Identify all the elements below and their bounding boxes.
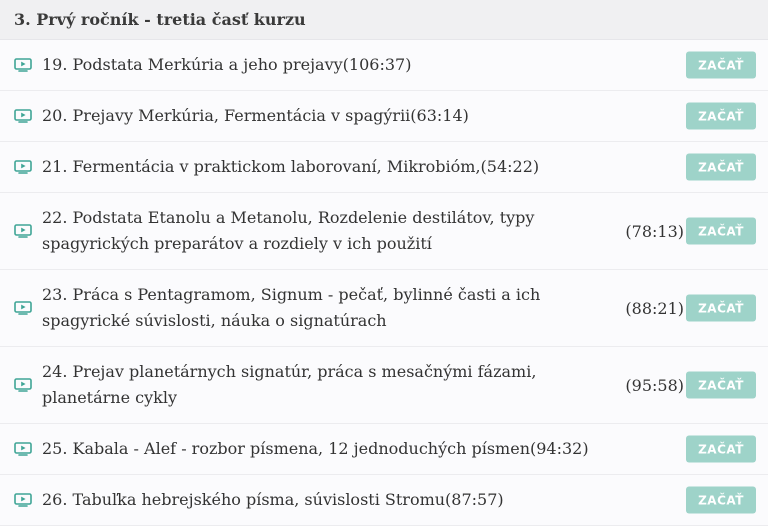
video-play-icon	[14, 442, 32, 456]
lesson-title[interactable]: 24. Prejav planetárnych signatúr, práca s mesačnými fázami, planetárne cykly	[42, 362, 537, 407]
lesson-list	[0, 40, 768, 526]
lesson-item[interactable]	[0, 91, 768, 142]
lesson-title[interactable]: 20. Prejavy Merkúria, Fermentácia v spagýrii(63:14)	[42, 106, 469, 125]
lesson-duration: (95:58)	[625, 375, 684, 395]
lesson-title[interactable]: 19. Podstata Merkúria a jeho prejavy(106:37)	[42, 55, 412, 74]
lesson-title[interactable]: 23. Práca s Pentagramom, Signum - pečať, bylinné časti a ich spagyrické súvislosti, náuka o signatúrach	[42, 285, 541, 330]
lesson-duration: (88:21)	[625, 298, 684, 318]
video-play-icon	[14, 109, 32, 123]
start-button[interactable]: ZAČAŤ	[686, 154, 756, 181]
video-play-icon	[14, 301, 32, 315]
lesson-title[interactable]: 22. Podstata Etanolu a Metanolu, Rozdelenie destilátov, typy spagyrických preparátov a rozdiely v ich použití	[42, 208, 535, 253]
start-button[interactable]: ZAČAŤ	[686, 487, 756, 514]
lesson-item[interactable]	[0, 193, 768, 270]
lesson-duration: (78:13)	[625, 221, 684, 241]
start-button[interactable]: ZAČAŤ	[686, 103, 756, 130]
video-play-icon	[14, 493, 32, 507]
lesson-item[interactable]	[0, 475, 768, 526]
lesson-item[interactable]	[0, 270, 768, 347]
lesson-item[interactable]	[0, 40, 768, 91]
lesson-title[interactable]: 26. Tabuľka hebrejského písma, súvislosti Stromu(87:57)	[42, 490, 504, 509]
start-button[interactable]: ZAČAŤ	[686, 218, 756, 245]
start-button[interactable]: ZAČAŤ	[686, 295, 756, 322]
lesson-item[interactable]	[0, 424, 768, 475]
video-play-icon	[14, 378, 32, 392]
lesson-title[interactable]: 25. Kabala - Alef - rozbor písmena, 12 jednoduchých písmen(94:32)	[42, 439, 589, 458]
lesson-item[interactable]	[0, 347, 768, 424]
start-button[interactable]: ZAČAŤ	[686, 52, 756, 79]
section-title: 3. Prvý ročník - tretia časť kurzu	[0, 0, 768, 40]
start-button[interactable]: ZAČAŤ	[686, 372, 756, 399]
start-button[interactable]: ZAČAŤ	[686, 436, 756, 463]
video-play-icon	[14, 224, 32, 238]
video-play-icon	[14, 58, 32, 72]
lesson-item[interactable]	[0, 142, 768, 193]
video-play-icon	[14, 160, 32, 174]
lesson-title[interactable]: 21. Fermentácia v praktickom laborovaní, Mikrobióm,(54:22)	[42, 157, 540, 176]
